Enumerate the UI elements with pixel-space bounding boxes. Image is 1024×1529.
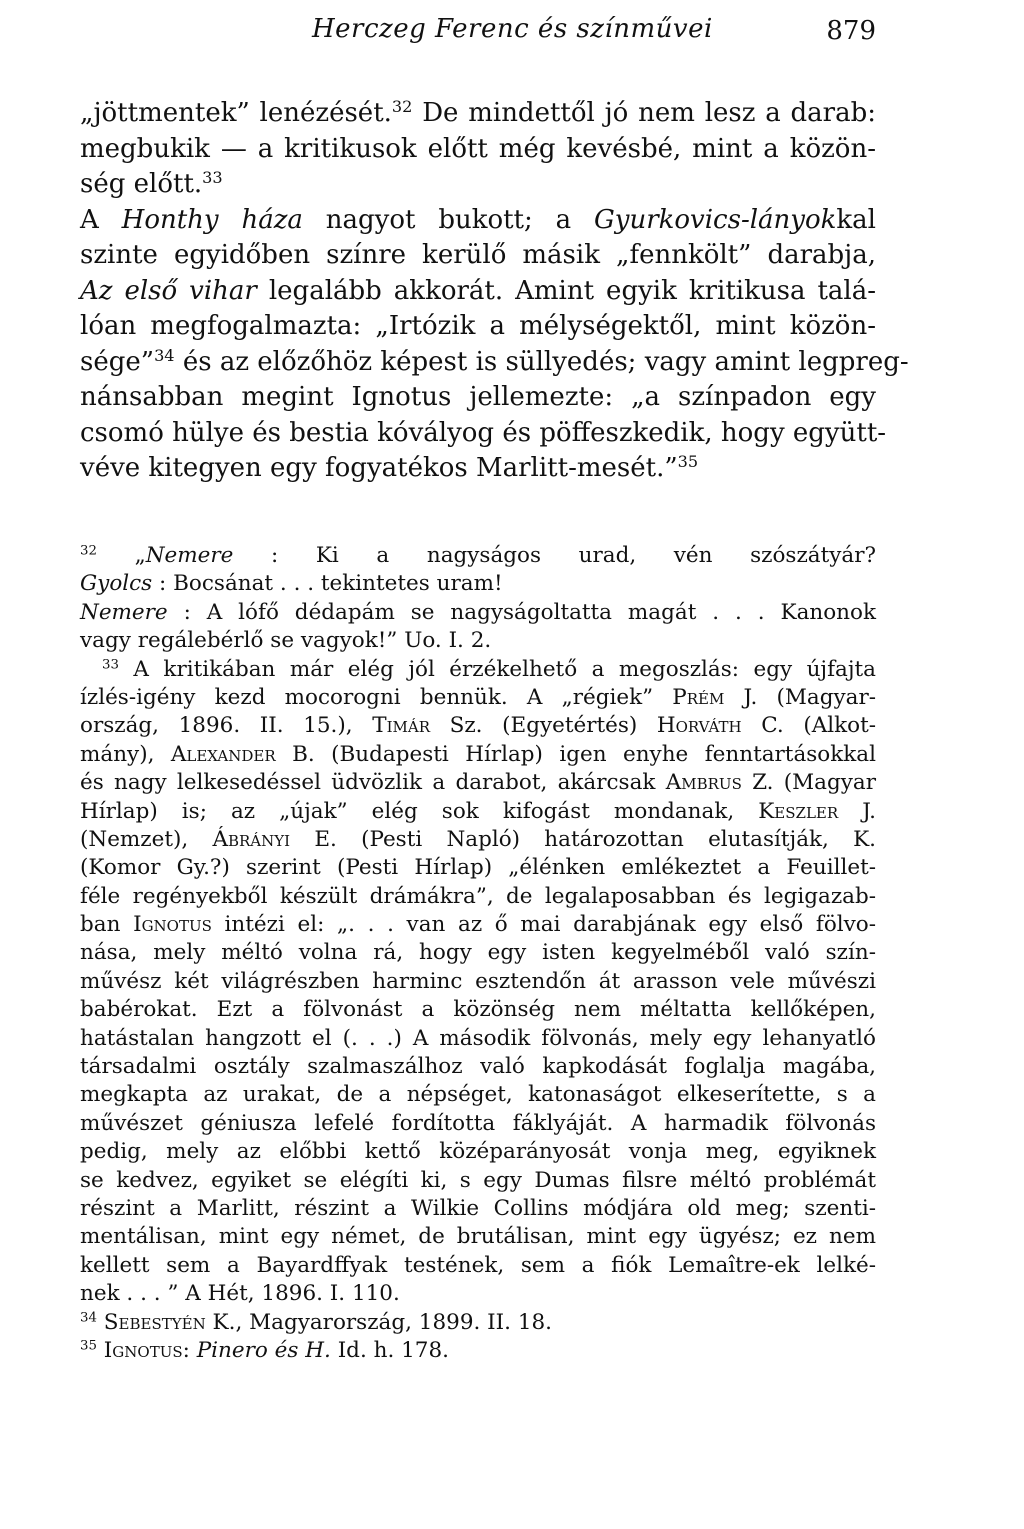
footnote-line: ízlés-igény kezd mocorogni bennük. A „régiek” Prém J. (Magyar-	[80, 684, 876, 710]
footnote-ref: 35	[677, 452, 699, 472]
page-number: 879	[826, 16, 876, 46]
footnote-line: nek . . . ” A Hét, 1896. I. 110.	[80, 1281, 400, 1307]
text-line: ség előtt.$^{33}$	[80, 168, 223, 199]
footnote-line: Nemere : A lófő dédapám se nagyságoltatta magát . . . Kanonok	[80, 599, 876, 625]
footnote-line: és nagy lelkesedéssel üdvözlik a darabot, akárcsak Ambrus Z. (Magyar	[80, 770, 877, 796]
footnote-line: babérokat. Ezt a fölvonást a közönség nem méltatta kellőképen,	[80, 997, 876, 1023]
footnote-line: $^{32}$ „Nemere : Ki a nagyságos urad, vén szószátyár?	[80, 543, 877, 568]
footnote-number: 34	[80, 1310, 97, 1326]
footnote-line: Hírlap) is; az „újak” elég sok kifogást mondanak, Keszler J.	[80, 798, 876, 824]
footnote-number: 33	[102, 657, 119, 673]
footnote-line: részint a Marlitt, részint a Wilkie Collins módjára old meg; szenti-	[80, 1195, 876, 1221]
text-line: Az első vihar legalább akkorát. Amint egyik kritikusa talá-	[80, 275, 876, 306]
footnote-line: (Nemzet), Ábrányi E. (Pesti Napló) határozottan elutasítják, K.	[80, 826, 876, 852]
footnote-line: művészet géniusza lefelé fordította fáklyáját. A harmadik fölvonás	[80, 1110, 876, 1136]
footnote-line: megkapta az urakat, de a népséget, katonaságot elkeserítette, s a	[80, 1082, 876, 1108]
footnote-line: pedig, mely az előbbi kettő középarányosát vonja meg, egyiknek	[80, 1139, 876, 1165]
footnote-line: kellett sem a Bayardffyak testének, sem a fiók Lemaître-ek lelké-	[80, 1252, 876, 1278]
text-line: „jöttmentek” lenézését.$^{32}$ De mindettől jó nem lesz a darab:	[80, 97, 877, 128]
text-line: A Honthy háza nagyot bukott; a Gyurkovics-lányokkal	[80, 204, 876, 235]
text-line: szinte egyidőben színre kerülő másik „fennkölt” darabja,	[80, 240, 876, 270]
footnote-line: nása, mely méltó volna rá, hogy egy isten kegyelméből való szín-	[80, 940, 876, 966]
footnotes	[80, 542, 876, 1365]
footnote-line: mentálisan, mint egy német, de brutálisan, mint egy ügyész; ez nem	[80, 1224, 876, 1250]
footnote-line: társadalmi osztály szalmaszálhoz való kapkodását foglalja magába,	[80, 1054, 876, 1080]
text-line: lóan megfogalmazta: „Irtózik a mélységektől, mint közön-	[80, 311, 876, 341]
footnote-line: Gyolcs : Bocsánat . . . tekintetes uram!	[80, 571, 503, 597]
footnote-ref: 34	[154, 345, 175, 365]
text-line: csomó hülye és bestia kóvályog és pöffeszkedik, hogy együtt-	[80, 417, 887, 448]
footnote-line: ban Ignotus intézi el: „. . . van az ő mai darabjának egy első fölvo-	[80, 912, 877, 938]
footnote-line: vagy regálebérlő se vagyok!” Uo. I. 2.	[80, 628, 492, 654]
footnote-line: $^{35}$ Ignotus: Pinero és H. Id. h. 178.	[80, 1337, 450, 1363]
footnote-number: 35	[80, 1338, 97, 1354]
footnote-ref: 32	[391, 97, 413, 117]
footnote-line: féle regényekből készült drámákra”, de legalaposabban és legigazab-	[80, 883, 876, 909]
text-line: megbukik — a kritikusok előtt még kevésbé, mint a közön-	[80, 133, 876, 164]
footnote-line: mány), Alexander B. (Budapesti Hírlap) igen enyhe fenntartásokkal	[80, 741, 876, 767]
footnote-line: ország, 1896. II. 15.), Timár Sz. (Egyetértés) Horváth C. (Alkot-	[80, 713, 877, 739]
footnote-line: $^{33}$ A kritikában már elég jól érzékelhető a megoszlás: egy újfajta	[102, 656, 876, 682]
running-title: Herczeg Ferenc és színművei	[312, 14, 713, 44]
footnote-line: $^{34}$ Sebestyén K., Magyarország, 1899. II. 18.	[80, 1309, 553, 1335]
footnote-line: művész két világrészben harminc esztendőn át arasson vele művészi	[80, 968, 876, 994]
footnote-line: hatástalan hangzott el (. . .) A második fölvonás, mely egy lehanyatló	[80, 1025, 876, 1051]
footnote-line: (Komor Gy.?) szerint (Pesti Hírlap) „élénken emlékeztet a Feuillet-	[80, 855, 876, 881]
text-line: nánsabban megint Ignotus jellemezte: „a színpadon egy	[80, 382, 876, 412]
text-line: sége”$^{34}$ és az előzőhöz képest is süllyedés; vagy amint legpreg-	[80, 345, 909, 377]
footnote-number: 32	[80, 543, 97, 559]
footnote-line: se kedvez, egyiket se elégíti ki, s egy Dumas filsre méltó problémát	[80, 1167, 876, 1193]
text-line: véve kitegyen egy fogyatékos Marlitt-mesét.”$^{35}$	[80, 452, 699, 483]
main-text	[80, 96, 909, 487]
footnote-ref: 33	[202, 168, 223, 188]
page-header	[80, 14, 876, 54]
